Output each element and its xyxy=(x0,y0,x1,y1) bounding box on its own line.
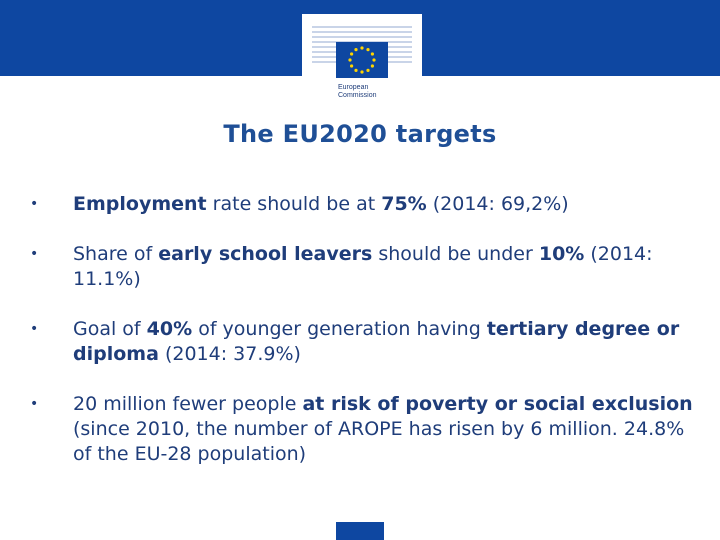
bullet-text: (2014: 37.9%) xyxy=(158,343,301,365)
bullet-text: 20 million fewer people xyxy=(73,393,303,415)
bullet-text: of younger generation having xyxy=(192,318,487,340)
bullet-text: (2014: 69,2%) xyxy=(426,193,569,215)
bullet-emphasis: tertiary degree or diploma xyxy=(73,318,680,365)
bullet-emphasis: 40% xyxy=(146,318,193,340)
european-commission-logo xyxy=(302,14,422,106)
bullet-dot-icon: • xyxy=(30,196,39,212)
slide-title: The EU2020 targets xyxy=(223,120,497,148)
bullet-poverty-exclusion xyxy=(30,392,700,467)
bullet-emphasis: 75% xyxy=(381,193,427,215)
bullet-dot-icon: • xyxy=(30,396,39,412)
bullet-emphasis: 10% xyxy=(538,243,585,265)
logo-caption: European Commission xyxy=(338,84,377,99)
bullet-emphasis: early school leavers xyxy=(158,243,373,265)
bullet-employment xyxy=(30,192,700,217)
bullet-tertiary-education xyxy=(30,317,700,367)
bullet-text: should be under xyxy=(372,243,539,265)
bullet-text: Goal of xyxy=(73,318,147,340)
bullet-emphasis: at risk of poverty or social exclusion xyxy=(302,393,693,415)
bullet-text: (2014: 11.1%) xyxy=(73,243,653,290)
bullet-emphasis: Employment xyxy=(73,193,207,215)
bullet-early-school-leavers xyxy=(30,242,700,292)
bullet-text: rate should be at xyxy=(206,193,382,215)
footer-mark xyxy=(336,522,384,540)
bullet-dot-icon: • xyxy=(30,246,39,262)
bullet-text: (since 2010, the number of AROPE has risen by 6 million. 24.8% of the EU-28 population) xyxy=(73,418,685,465)
bullet-dot-icon: • xyxy=(30,321,39,337)
bullet-list xyxy=(30,192,700,492)
bullet-text: Share of xyxy=(73,243,159,265)
